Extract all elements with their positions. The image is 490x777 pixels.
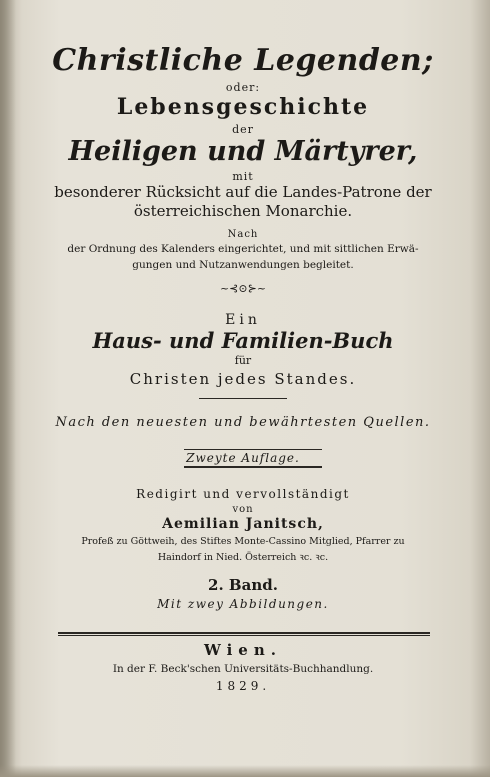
audience-text: Christen jedes Standes.	[129, 370, 357, 388]
short-rule	[199, 398, 287, 399]
city-text: Wien.	[204, 641, 282, 659]
bottom-edge-shadow	[0, 765, 490, 777]
arrangement-line-1: der Ordnung des Kalenders eingerichtet, und mit sittlichen Erwä-	[67, 243, 419, 255]
ein-text: Ein	[225, 312, 261, 328]
edition-rule-top	[184, 449, 322, 450]
author-info-line-1: Profeß zu Göttweih, des Stiftes Monte-Cassino Mitglied, Pfarrer zu	[81, 536, 405, 547]
von-text: von	[232, 504, 254, 515]
author-info-line-2: Haindorf in Nied. Österreich ꝛc. ꝛc.	[157, 552, 329, 563]
title-page	[24, 0, 462, 777]
book-title: Christliche Legenden;	[52, 43, 434, 78]
arrangement-line-2: gungen und Nutzanwendungen begleitet.	[132, 259, 354, 271]
mit-text: mit	[232, 170, 254, 183]
fuer-text: für	[234, 354, 252, 367]
imprint-rule	[58, 632, 430, 634]
ornament-divider: ~⊰⊙⊱~	[219, 282, 267, 295]
oder-text: oder:	[225, 81, 261, 94]
redigirt-text: Redigirt und vervollständigt	[136, 487, 350, 501]
spine-shadow	[0, 0, 16, 777]
illustrations-text: Mit zwey Abbildungen.	[157, 597, 329, 611]
volume-text: 2. Band.	[208, 576, 278, 594]
year-text: 1829.	[215, 679, 271, 693]
der-text: der	[232, 123, 254, 136]
imprint-rule-thin	[58, 635, 430, 636]
edition-text: Zweyte Auflage.	[186, 451, 300, 465]
publisher-text: In der F. Beck'schen Universitäts-Buchhandlung.	[112, 663, 374, 675]
author-name: Aemilian Janitsch,	[162, 516, 324, 532]
description-line-2: österreichischen Monarchie.	[133, 202, 353, 220]
subtitle-lebensgeschichte: Lebensgeschichte	[116, 94, 370, 120]
sources-text: Nach den neuesten und bewährtesten Quellen.	[55, 415, 431, 430]
description-line-1: besonderer Rücksicht auf die Landes-Patrone der	[54, 183, 432, 201]
family-book-title: Haus- und Familien-Buch	[92, 328, 394, 353]
nach-text: Nach	[227, 229, 259, 240]
subtitle-heiligen: Heiligen und Märtyrer,	[68, 136, 418, 167]
